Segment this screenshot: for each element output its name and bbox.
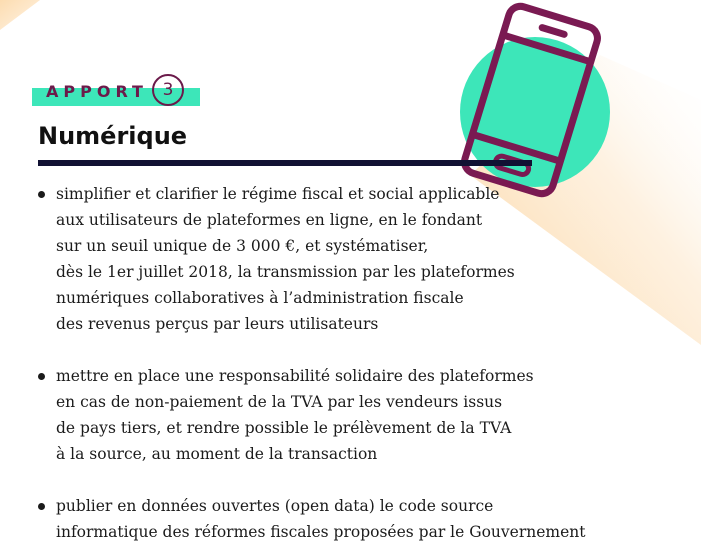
bullet-line: informatique des réformes fiscales proposées par le Gouvernement	[56, 523, 586, 541]
bullet-line: simplifier et clarifier le régime fiscal et social applicable	[56, 185, 500, 203]
corner-triangle-decoration	[0, 0, 40, 30]
title-underline	[38, 160, 532, 166]
list-item	[38, 493, 598, 545]
bullet-line: mettre en place une responsabilité solidaire des plateformes	[56, 367, 534, 385]
bullet-line: aux utilisateurs de plateformes en ligne, en le fondant	[56, 211, 483, 229]
bullet-dot	[38, 503, 45, 510]
bullet-line: à la source, au moment de la transaction	[56, 445, 378, 463]
list-item	[38, 363, 598, 467]
bullet-line: en cas de non-paiement de la TVA par les vendeurs issus	[56, 393, 503, 411]
apport-kicker: APPORT	[46, 82, 148, 101]
apport-number: 3	[152, 74, 184, 106]
bullet-line: des revenus perçus par leurs utilisateurs	[56, 315, 379, 333]
bullet-line: publier en données ouvertes (open data) le code source	[56, 497, 494, 515]
bullet-line: dès le 1er juillet 2018, la transmission par les plateformes	[56, 263, 515, 281]
bullet-line: numériques collaboratives à l’administration fiscale	[56, 289, 464, 307]
bullet-dot	[38, 191, 45, 198]
bullet-dot	[38, 373, 45, 380]
bullet-line: sur un seuil unique de 3 000 €, et systématiser,	[56, 237, 429, 255]
page-title: Numérique	[38, 122, 188, 150]
bullet-list	[38, 181, 598, 553]
list-item	[38, 181, 598, 337]
bullet-line: de pays tiers, et rendre possible le prélèvement de la TVA	[56, 419, 512, 437]
